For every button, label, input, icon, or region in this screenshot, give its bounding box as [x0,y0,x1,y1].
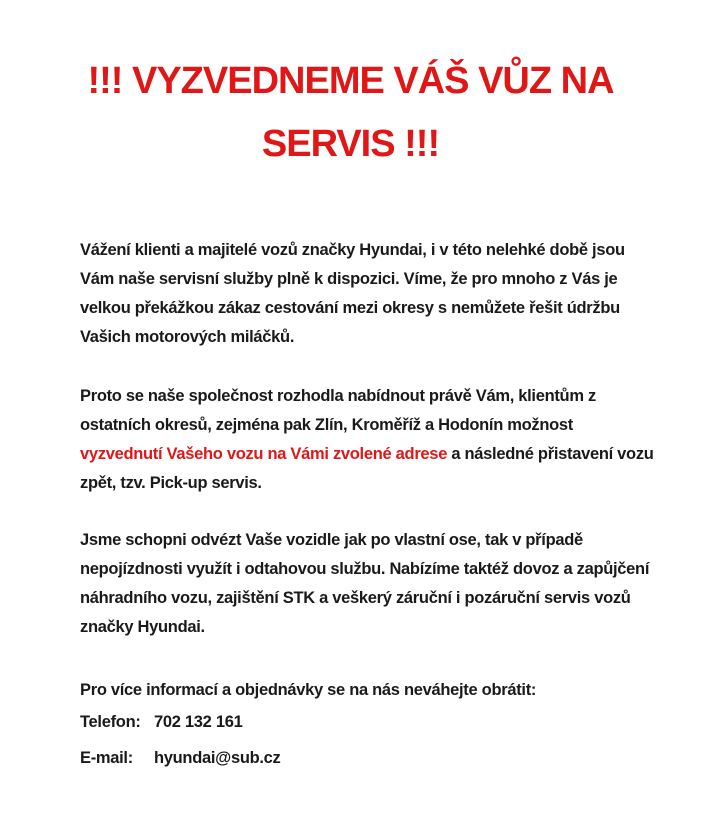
paragraph-offer-before: Proto se naše společnost rozhodla nabídnout právě Vám, klientům z ostatních okresů, zejména pak Zlín, Kroměříž a Hodonín možnost [80,387,596,434]
contact-intro: Pro více informací a objednávky se na nás neváhejte obrátit: [80,681,537,699]
contact-email-row [80,744,658,773]
paragraph-intro: Vážení klienti a majitelé vozů značky Hyundai, i v této nelehké době jsou Vám naše servisní služby plně k dispozici. Víme, že pro mnoho z Vás je velkou překážkou zákaz cestování mezi okresy s nemůžete řešit údržbu Vašich motorových miláčků. [80,241,625,346]
paragraph-offer-after: a následné přistavení vozu zpět, tzv. Pick-up servis. [80,445,654,492]
paragraph-offer-highlight: vyzvednutí Vašeho vozu na Vámi zvolené adrese [80,445,448,463]
flyer-title-line-2: SERVIS !!! [261,123,440,165]
paragraph-services: Jsme schopni odvézt Vaše vozidle jak po vlastní ose, tak v případě nepojízdnosti využít i odtahovou službu. Nabízíme taktéž dovoz a zapůjčení náhradního vozu, zajištění STK a veškerý záruční i pozáruční servis vozů značky Hyundai. [80,531,650,636]
paragraph-offer [80,382,658,498]
flyer-title [0,50,701,176]
email-value: hyundai@sub.cz [154,749,281,767]
contact-phone-row [80,708,658,737]
phone-label: Telefon: [80,713,141,731]
flyer-title-line-1: !!! VYZVEDNEME VÁŠ VŮZ NA [87,60,614,102]
phone-value: 702 132 161 [154,713,243,731]
email-label: E-mail: [80,749,133,767]
